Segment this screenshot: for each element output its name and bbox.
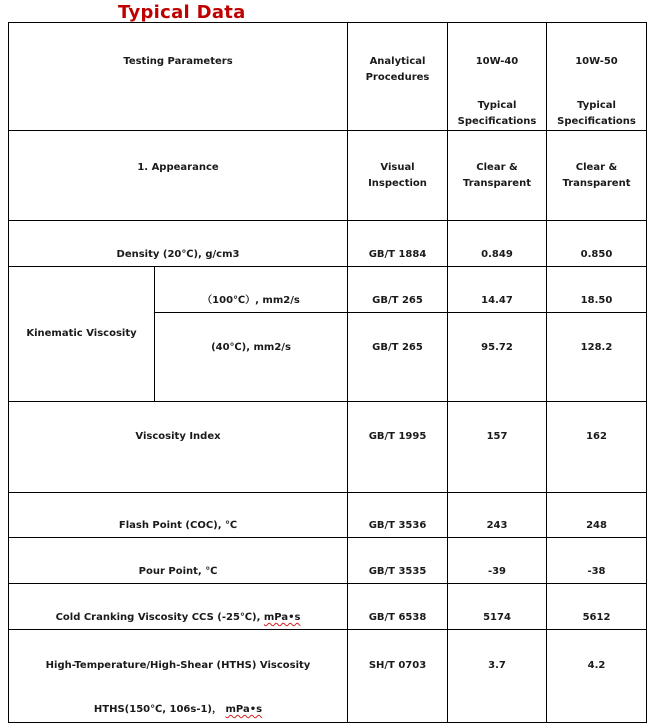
density-value-10w40: 0.849 <box>448 221 547 267</box>
kinematic-viscosity-label: Kinematic Viscosity <box>9 267 155 402</box>
kinematic-100-method: GB/T 265 <box>348 267 448 313</box>
flash-point-method: GB/T 3536 <box>348 493 448 538</box>
typical-data-table <box>8 22 647 723</box>
viscosity-index-value-10w50: 162 <box>547 402 647 493</box>
flash-point-value-10w40: 243 <box>448 493 547 538</box>
kinematic-100-value-10w50: 18.50 <box>547 267 647 313</box>
kinematic-100-param: （100℃）, mm2/s <box>155 267 348 313</box>
pour-point-method: GB/T 3535 <box>348 538 448 584</box>
header-row <box>9 23 647 131</box>
ccs-value-10w50: 5612 <box>547 584 647 630</box>
density-value-10w50: 0.850 <box>547 221 647 267</box>
flash-point-row <box>9 493 647 538</box>
appearance-value-10w40: Clear & Transparent <box>448 131 547 221</box>
ccs-param: Cold Cranking Viscosity CCS (-25℃), mPa•s <box>9 584 348 630</box>
ccs-value-10w40: 5174 <box>448 584 547 630</box>
kinematic-100-value-10w40: 14.47 <box>448 267 547 313</box>
kinematic-40-value-10w40: 95.72 <box>448 313 547 402</box>
pour-point-value-10w40: -39 <box>448 538 547 584</box>
flash-point-param: Flash Point (COC), ℃ <box>9 493 348 538</box>
appearance-param: 1. Appearance <box>9 131 348 221</box>
viscosity-index-value-10w40: 157 <box>448 402 547 493</box>
header-grade-10w40: 10W-40 Typical Specifications <box>448 23 547 131</box>
density-method: GB/T 1884 <box>348 221 448 267</box>
header-grade-10w50: 10W-50 Typical Specifications <box>547 23 647 131</box>
pour-point-param: Pour Point, ℃ <box>9 538 348 584</box>
header-testing-parameters: Testing Parameters <box>9 23 348 131</box>
pour-point-row <box>9 538 647 584</box>
kinematic-40-param: (40℃), mm2/s <box>155 313 348 402</box>
appearance-method: Visual Inspection <box>348 131 448 221</box>
kinematic-40-method: GB/T 265 <box>348 313 448 402</box>
ccs-row <box>9 584 647 630</box>
hths-param: High-Temperature/High-Shear (HTHS) Viscosity HTHS(150℃, 106s-1)， mPa•s <box>9 630 348 723</box>
appearance-value-10w50: Clear & Transparent <box>547 131 647 221</box>
hths-method: SH/T 0703 <box>348 630 448 723</box>
viscosity-index-param: Viscosity Index <box>9 402 348 493</box>
density-row <box>9 221 647 267</box>
hths-value-10w40: 3.7 <box>448 630 547 723</box>
ccs-method: GB/T 6538 <box>348 584 448 630</box>
kinematic-40-value-10w50: 128.2 <box>547 313 647 402</box>
viscosity-index-row <box>9 402 647 493</box>
pour-point-value-10w50: -38 <box>547 538 647 584</box>
hths-row <box>9 630 647 723</box>
appearance-row <box>9 131 647 221</box>
page-title: Typical Data <box>118 2 246 23</box>
viscosity-index-method: GB/T 1995 <box>348 402 448 493</box>
header-analytical-procedures: Analytical Procedures <box>348 23 448 131</box>
hths-value-10w50: 4.2 <box>547 630 647 723</box>
density-param: Density (20℃), g/cm3 <box>9 221 348 267</box>
flash-point-value-10w50: 248 <box>547 493 647 538</box>
kinematic-100-row <box>9 267 647 313</box>
